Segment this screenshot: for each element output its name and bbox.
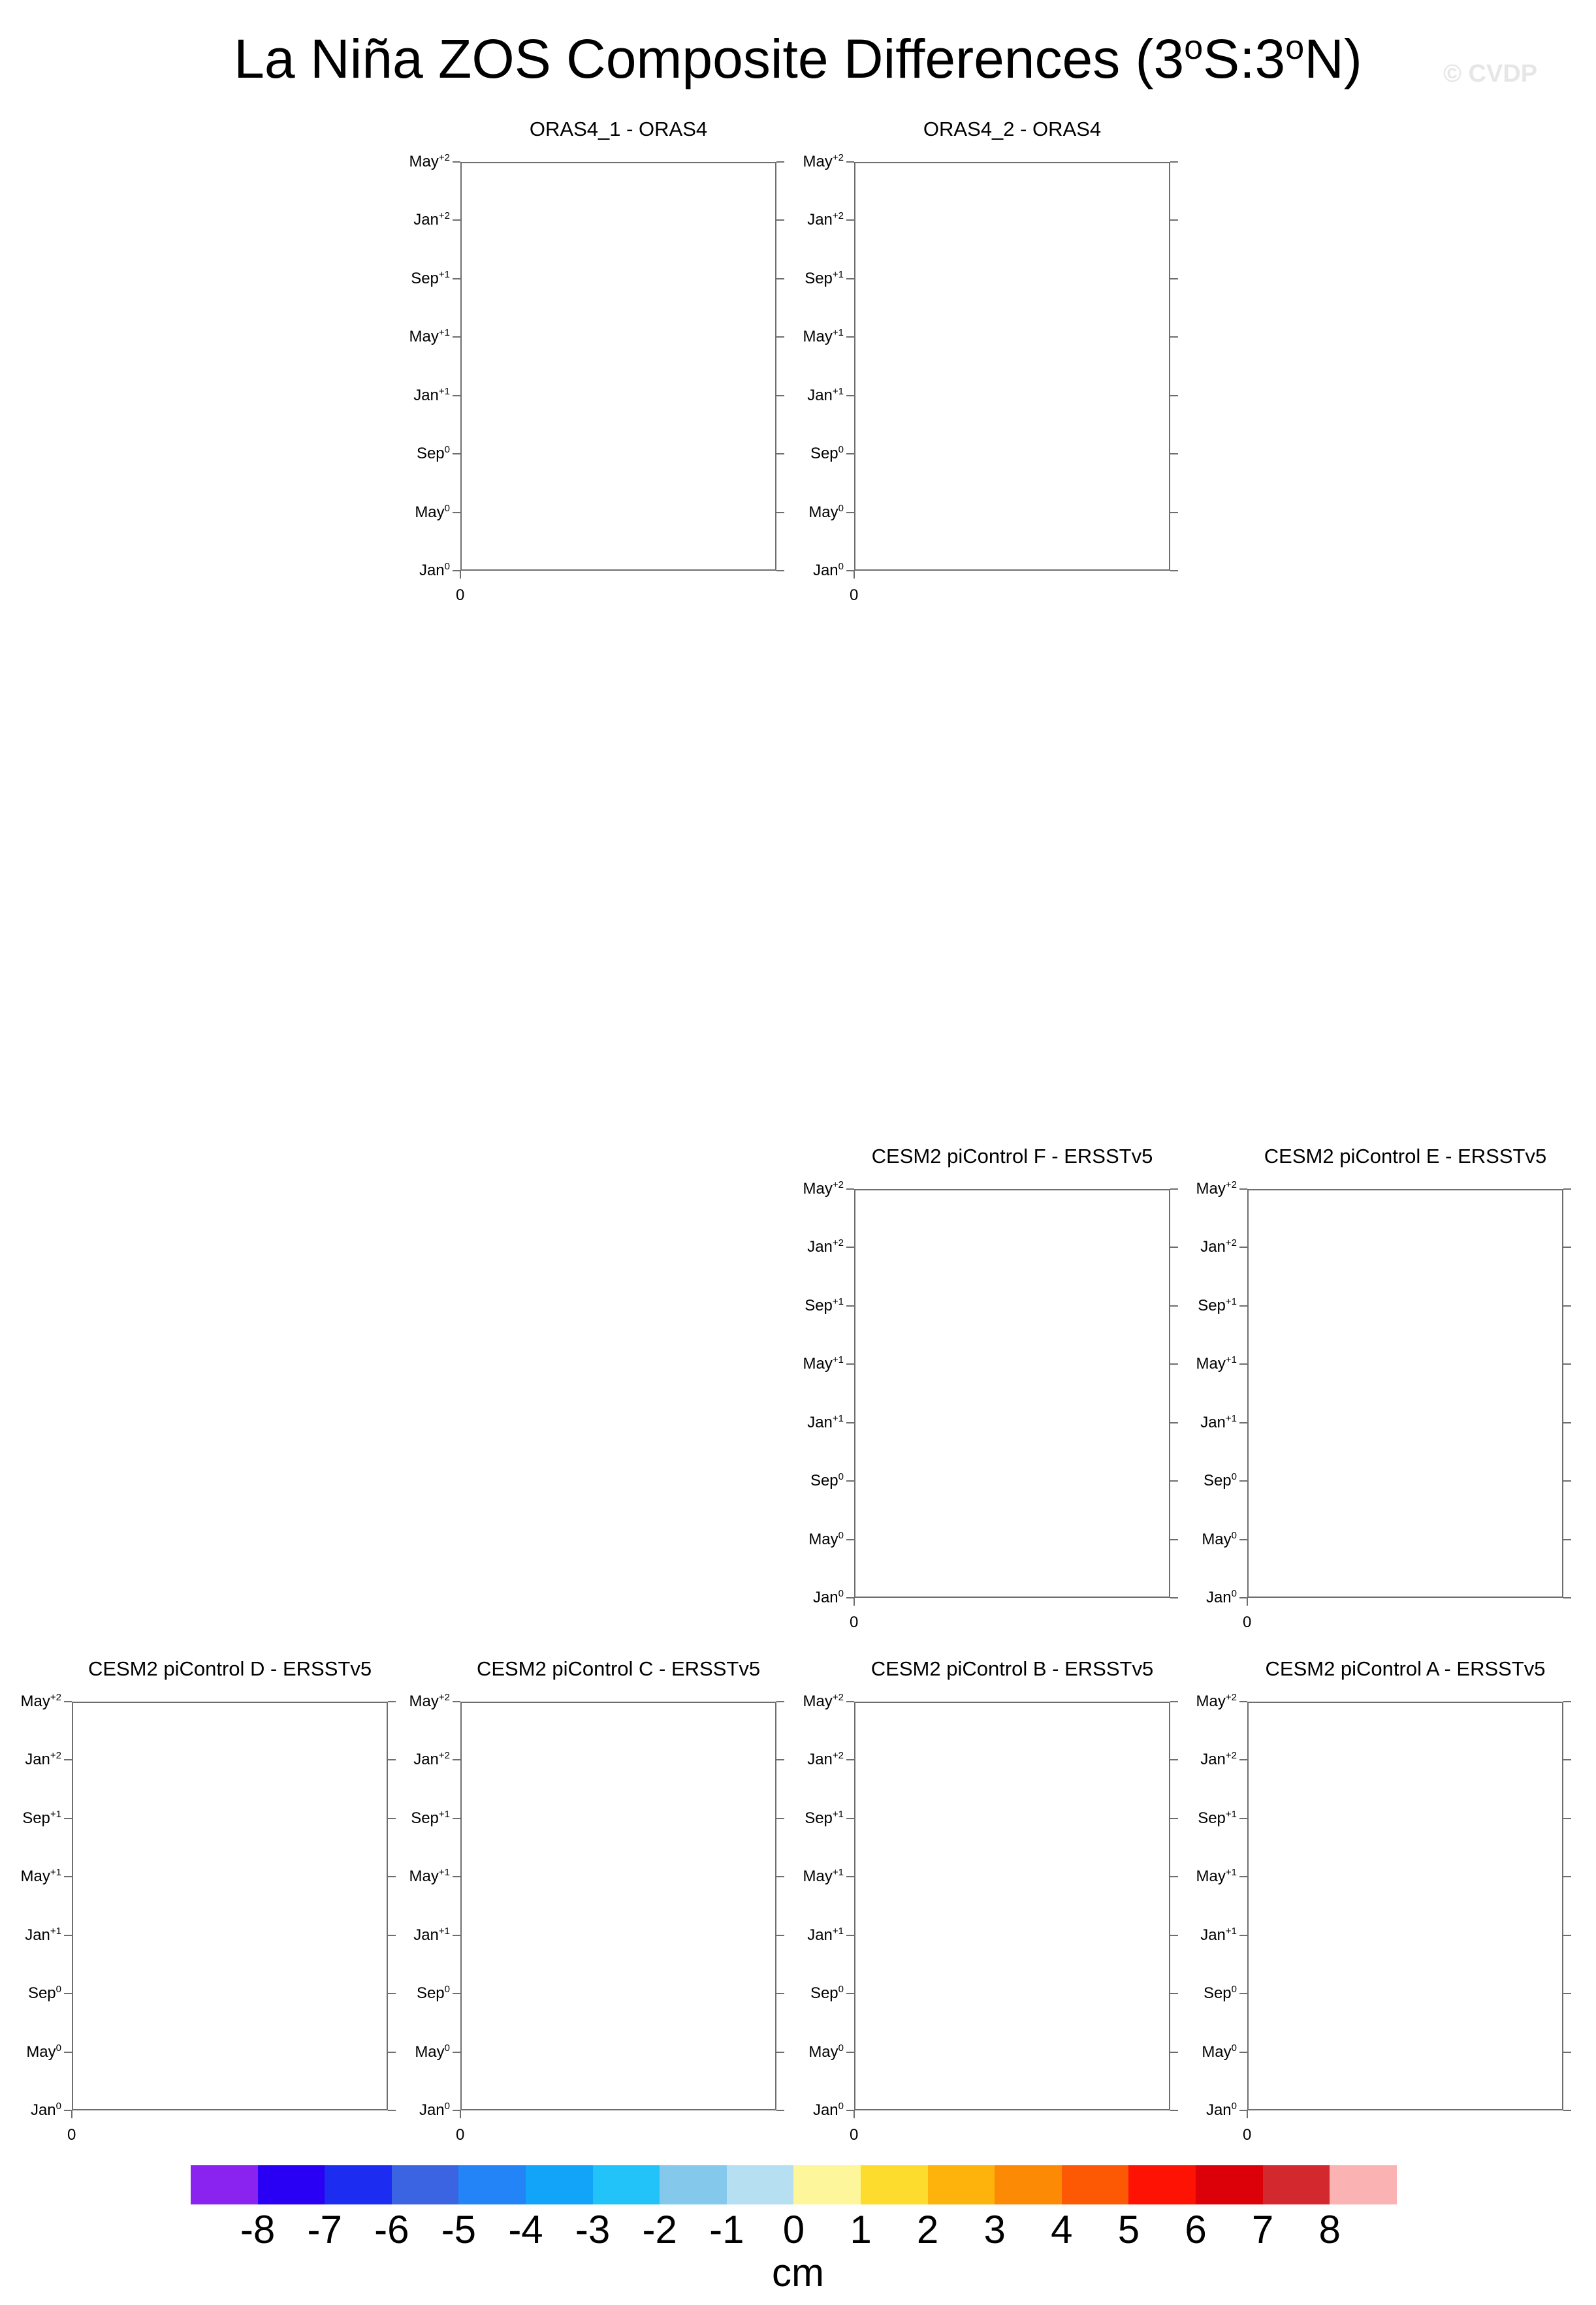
y-tick-right [1170,336,1178,338]
y-tick-label: May$^0$ [1202,1529,1237,1548]
y-tick-right [1563,1818,1571,1819]
y-tick-right [1563,1480,1571,1482]
colorbar-label: -5 [441,2208,477,2251]
y-tick-label: Sep$^{+1}$ [411,1808,450,1827]
y-tick-label: May$^0$ [808,2042,844,2061]
y-tick-label: Sep$^{+1}$ [805,1296,844,1314]
y-tick [64,1818,72,1819]
colorbar-label: 6 [1185,2208,1207,2251]
colorbar-label: 7 [1251,2208,1274,2251]
plot-area [72,1702,388,2110]
y-tick-label: Sep$^0$ [810,1984,844,2003]
y-tick [846,1993,854,1994]
colorbar-cell [191,2165,258,2204]
panel-title: ORAS4_1 - ORAS4 [529,118,708,140]
y-tick-label: Jan$^{+1}$ [1200,1925,1237,1944]
y-tick [453,512,460,513]
y-tick-right [1563,1539,1571,1540]
panel-title: CESM2 piControl B - ERSSTv5 [870,1657,1154,1680]
y-tick [846,1305,854,1307]
y-tick-right [1170,512,1178,513]
y-tick-label: May$^0$ [415,2042,450,2061]
x-tick [854,571,855,579]
y-tick-label: Jan$^{+2}$ [413,1750,450,1769]
y-tick [846,512,854,513]
y-tick-right [1563,1422,1571,1423]
plot-area [1247,1702,1563,2110]
y-tick-label: Jan$^0$ [30,2101,61,2119]
colorbar-cell [258,2165,325,2204]
y-tick [453,395,460,396]
y-tick-label: May$^{+1}$ [20,1867,61,1886]
y-tick-right [1563,1759,1571,1760]
y-tick-label: May$^{+1}$ [803,327,844,346]
y-tick [1239,1759,1247,1760]
y-tick-label: May$^{+1}$ [1196,1867,1237,1886]
y-tick-label: May$^{+2}$ [803,1692,844,1710]
y-tick [846,278,854,279]
colorbar-label: -2 [642,2208,677,2251]
colorbar-label: -8 [240,2208,276,2251]
y-tick [846,1188,854,1190]
colorbar-cell [793,2165,861,2204]
y-tick [846,2052,854,2053]
x-tick [460,2110,461,2118]
y-tick-label: Jan$^0$ [812,561,844,579]
y-tick-label: May$^{+1}$ [409,1867,450,1886]
y-tick-right [1170,395,1178,396]
y-tick-label: Sep$^0$ [810,444,844,463]
y-tick [64,1993,72,1994]
y-tick-label: May$^0$ [415,502,450,521]
y-tick-right [1563,1701,1571,1702]
y-tick [1239,1993,1247,1994]
y-tick-label: Jan$^{+1}$ [807,1412,844,1431]
y-tick-label: Jan$^{+2}$ [807,210,844,229]
y-tick-label: May$^{+1}$ [1196,1354,1237,1373]
colorbar-label: -3 [575,2208,611,2251]
y-tick [1239,1188,1247,1190]
panel-title: CESM2 piControl D - ERSSTv5 [88,1657,372,1680]
y-tick [846,395,854,396]
colorbar-cell [1128,2165,1196,2204]
y-tick-label: May$^{+2}$ [20,1692,61,1710]
y-tick-right [1170,570,1178,571]
colorbar-label: 2 [916,2208,939,2251]
y-tick [64,1876,72,1877]
y-tick-label: Sep$^0$ [810,1471,844,1490]
y-tick-label: Sep$^{+1}$ [805,268,844,287]
y-tick-label: Jan$^{+1}$ [413,1925,450,1944]
x-tick [1247,2110,1248,2118]
y-tick [846,1422,854,1423]
y-tick [846,1480,854,1482]
y-tick-right [1563,1993,1571,1994]
y-tick [64,1701,72,1702]
y-tick [1239,1935,1247,1936]
y-tick [453,161,460,163]
colorbar [191,2165,1397,2204]
y-tick-right [1563,1188,1571,1190]
y-tick [1239,1701,1247,1702]
panel-title: CESM2 piControl F - ERSSTv5 [871,1145,1153,1168]
y-tick-right [1170,278,1178,279]
y-tick [453,1818,460,1819]
y-tick-right [1170,219,1178,221]
x-tick-label: 0 [1243,2126,1252,2144]
plot-area [854,162,1170,571]
y-tick-label: May$^{+2}$ [1196,1179,1237,1198]
colorbar-label: -6 [374,2208,409,2251]
y-tick-label: May$^{+2}$ [409,152,450,170]
y-tick [1239,1876,1247,1877]
y-tick-right [1563,2052,1571,2053]
plot-area [1247,1189,1563,1598]
y-tick-label: Jan$^0$ [419,561,450,579]
y-tick [1239,1818,1247,1819]
x-tick-label: 0 [456,2126,465,2144]
y-tick [846,1935,854,1936]
y-tick-label: Sep$^0$ [416,1984,450,2003]
y-tick-label: Jan$^{+2}$ [25,1750,61,1769]
y-tick [453,1701,460,1702]
x-tick [854,1598,855,1606]
y-tick-right [1563,2110,1571,2111]
y-tick [846,1363,854,1365]
y-tick-label: May$^0$ [26,2042,61,2061]
colorbar-label: -7 [307,2208,342,2251]
colorbar-label: 0 [782,2208,805,2251]
colorbar-cell [593,2165,660,2204]
y-tick-label: May$^{+2}$ [409,1692,450,1710]
y-tick-label: Sep$^{+1}$ [1198,1296,1237,1314]
panel-title: CESM2 piControl E - ERSSTv5 [1264,1145,1547,1168]
x-tick-label: 0 [850,586,859,604]
y-tick-label: Sep$^0$ [1203,1471,1237,1490]
y-tick [846,1876,854,1877]
y-tick-label: Sep$^0$ [1203,1984,1237,2003]
y-tick-label: Jan$^{+2}$ [1200,1237,1237,1256]
x-tick-label: 0 [850,2126,859,2144]
y-tick-label: Jan$^0$ [419,2101,450,2119]
x-tick [854,2110,855,2118]
y-tick [453,1935,460,1936]
y-tick [453,453,460,454]
x-tick [1247,1598,1248,1606]
colorbar-cell [861,2165,928,2204]
y-tick-label: Jan$^{+2}$ [1200,1750,1237,1769]
y-tick-label: May$^{+1}$ [409,327,450,346]
y-tick-right [1170,453,1178,454]
colorbar-cell [1062,2165,1129,2204]
colorbar-label: 8 [1318,2208,1341,2251]
y-tick [1239,1363,1247,1365]
y-tick [846,1701,854,1702]
y-tick-label: Jan$^{+1}$ [25,1925,61,1944]
y-tick [1239,1422,1247,1423]
colorbar-cell [1196,2165,1263,2204]
colorbar-label: -4 [508,2208,543,2251]
y-tick-right [1563,1363,1571,1365]
y-tick-label: Sep$^{+1}$ [1198,1808,1237,1827]
y-tick-label: May$^0$ [808,1529,844,1548]
y-tick [1239,1247,1247,1248]
y-tick-label: May$^{+1}$ [803,1354,844,1373]
y-tick-label: Jan$^{+1}$ [807,385,844,404]
y-tick-label: Sep$^{+1}$ [22,1808,61,1827]
colorbar-label: 3 [983,2208,1006,2251]
colorbar-cell [458,2165,526,2204]
y-tick [846,1247,854,1248]
y-tick-right [1563,1305,1571,1307]
colorbar-label: -1 [709,2208,744,2251]
x-tick [71,2110,72,2118]
colorbar-cell [325,2165,392,2204]
y-tick [1239,1480,1247,1482]
colorbar-cell [995,2165,1062,2204]
colorbar-cell [928,2165,995,2204]
colorbar-label: 1 [850,2208,872,2251]
y-tick-label: May$^0$ [1202,2042,1237,2061]
y-tick [64,1759,72,1760]
y-tick-label: Jan$^{+1}$ [413,385,450,404]
y-tick [1239,1305,1247,1307]
x-tick-label: 0 [67,2126,76,2144]
y-tick [64,2052,72,2053]
y-tick [846,453,854,454]
y-tick-label: Jan$^{+2}$ [807,1750,844,1769]
y-tick-label: May$^0$ [808,502,844,521]
y-tick-label: May$^{+2}$ [803,152,844,170]
y-tick [453,278,460,279]
x-tick-label: 0 [456,586,465,604]
y-tick [453,1876,460,1877]
y-tick-label: Jan$^0$ [1205,2101,1237,2119]
y-tick [846,1818,854,1819]
y-tick [846,161,854,163]
y-tick-label: Sep$^{+1}$ [411,268,450,287]
y-tick-right [1563,1876,1571,1877]
y-tick-label: Jan$^0$ [812,2101,844,2119]
plot-area [460,1702,776,2110]
colorbar-cell [392,2165,459,2204]
y-tick [64,1935,72,1936]
y-tick-label: Jan$^0$ [1205,1588,1237,1606]
y-tick-label: Jan$^0$ [812,1588,844,1606]
y-tick-label: Jan$^{+2}$ [413,210,450,229]
colorbar-cell [660,2165,727,2204]
plot-area [460,162,776,571]
y-tick-right [1563,1935,1571,1936]
y-tick [453,2052,460,2053]
panel-title: ORAS4_2 - ORAS4 [923,118,1102,140]
y-tick [1239,1539,1247,1540]
colorbar-unit: cm [772,2251,824,2295]
plot-area [854,1702,1170,2110]
x-tick [460,571,461,579]
y-tick-label: Sep$^0$ [27,1984,61,2003]
colorbar-label: 5 [1117,2208,1140,2251]
colorbar-cell [1330,2165,1397,2204]
y-tick-label: May$^{+1}$ [803,1867,844,1886]
x-tick-label: 0 [1243,1614,1252,1631]
y-tick [846,336,854,338]
colorbar-label: 4 [1051,2208,1073,2251]
y-tick-label: Sep$^{+1}$ [805,1808,844,1827]
y-tick-label: Jan$^{+1}$ [807,1925,844,1944]
x-tick-label: 0 [850,1614,859,1631]
y-tick [846,1539,854,1540]
y-tick-label: May$^{+2}$ [803,1179,844,1198]
panel-title: CESM2 piControl C - ERSSTv5 [476,1657,761,1680]
y-tick-label: Jan$^{+1}$ [1200,1412,1237,1431]
y-tick-label: Sep$^0$ [416,444,450,463]
panel-title: CESM2 piControl A - ERSSTv5 [1265,1657,1546,1680]
y-tick [846,1759,854,1760]
y-tick [453,336,460,338]
colorbar-cell [1263,2165,1330,2204]
y-tick [1239,2052,1247,2053]
y-tick [453,1993,460,1994]
page-title: La Niña ZOS Composite Differences (3$^o$S:3$^o$N) [234,28,1362,89]
y-tick-label: May$^{+2}$ [1196,1692,1237,1710]
y-tick [846,219,854,221]
y-tick-label: Jan$^{+2}$ [807,1237,844,1256]
watermark: © CVDP [1443,60,1538,87]
y-tick [453,1759,460,1760]
colorbar-cell [727,2165,794,2204]
y-tick-right [1563,1597,1571,1598]
y-tick-right [1563,1247,1571,1248]
colorbar-cell [526,2165,593,2204]
y-tick-right [1170,161,1178,163]
plot-area [854,1189,1170,1598]
y-tick [453,219,460,221]
